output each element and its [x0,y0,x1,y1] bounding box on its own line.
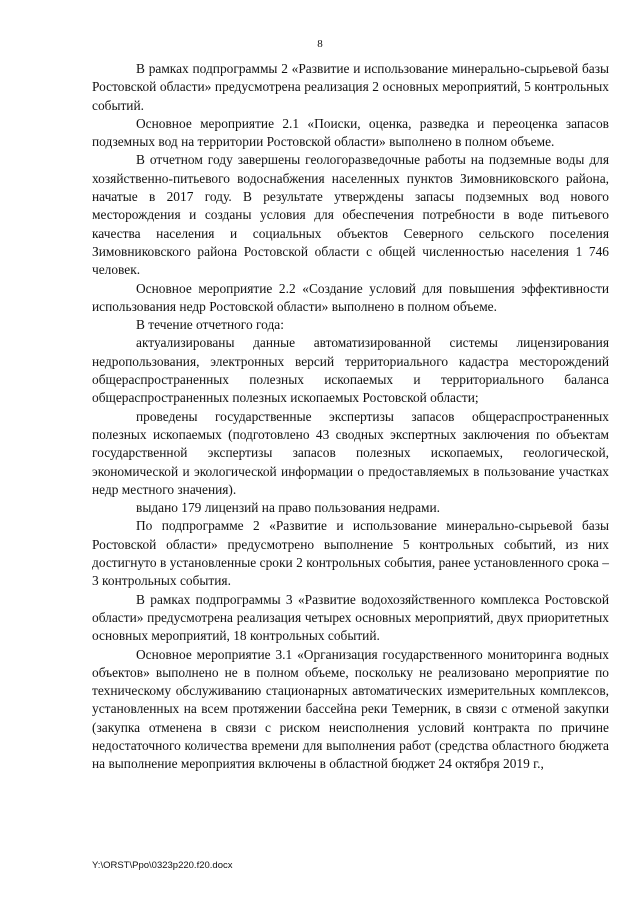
paragraph: актуализированы данные автоматизированной системы лицензирования недропользования, электронных версий территориального кадастра месторождений общераспространенных полезных ископаемых и территориального баланса общераспространенных полезных ископаемых Ростовской области; [92,335,609,406]
paragraph: проведены государственные экспертизы запасов общераспространенных полезных ископаемых (подготовлено 43 сводных экспертных заключения по объектам государственной экспертизы запасов полезных ископаемых, геологической, экономической и экологической информации о предоставляемых в пользование участках недр местного значения). [92,408,609,497]
paragraph: В течение отчетного года: [136,317,284,333]
file-path-footer: Y:\ORST\Ppo\0323p220.f20.docx [92,860,233,871]
paragraph: По подпрограмме 2 «Развитие и использование минерально-сырьевой базы Ростовской области» предусмотрено выполнение 5 контрольных событий, из них достигнуто в установленные сроки 2 контрольных события, ранее установленного срока – 3 контрольных события. [92,518,609,589]
paragraph: В рамках подпрограммы 3 «Развитие водохозяйственного комплекса Ростовской области» предусмотрена реализация четырех основных мероприятий, двух приоритетных основных мероприятий, 18 контрольных событий. [92,591,609,644]
paragraph: В отчетном году завершены геологоразведочные работы на подземные воды для хозяйственно-питьевого водоснабжения населенных пунктов Зимовниковского района, начатые в 2017 году. В результате утверждены запасы подземных вод нового месторождения и созданы условия для обеспечения потребности в воде питьевого качества населения и социальных объектов Северного сельского поселения Зимовниковского района Ростовской области с общей численностью населения 1 746 человек. [92,152,609,278]
paragraph: Основное мероприятие 3.1 «Организация государственного мониторинга водных объектов» выполнено не в полном объеме, поскольку не реализовано мероприятие по техническому обслуживанию стационарных автоматических измерительных комплексов, установленных на всем протяжении бассейна реки Темерник, в связи с отменой закупки (закупка отменена в связи с риском неисполнения условий контракта по причине недостаточного количества времени для выполнения работ (средства областного бюджета на выполнение мероприятия включены в областной бюджет 24 октября 2019 г., [92,646,609,772]
paragraph: Основное мероприятие 2.1 «Поиски, оценка, разведка и переоценка запасов подземных вод на территории Ростовской области» выполнено в полном объеме. [92,115,609,150]
paragraph: выдано 179 лицензий на право пользования недрами. [136,500,441,516]
page-number: 8 [317,38,323,50]
paragraph: В рамках подпрограммы 2 «Развитие и использование минерально-сырьевой базы Ростовской области» предусмотрена реализация 2 основных мероприятий, 5 контрольных событий. [92,61,609,113]
document-body [92,60,609,774]
paragraph: Основное мероприятие 2.2 «Создание условий для повышения эффективности использования недр Ростовской области» выполнено в полном объеме. [92,280,609,314]
